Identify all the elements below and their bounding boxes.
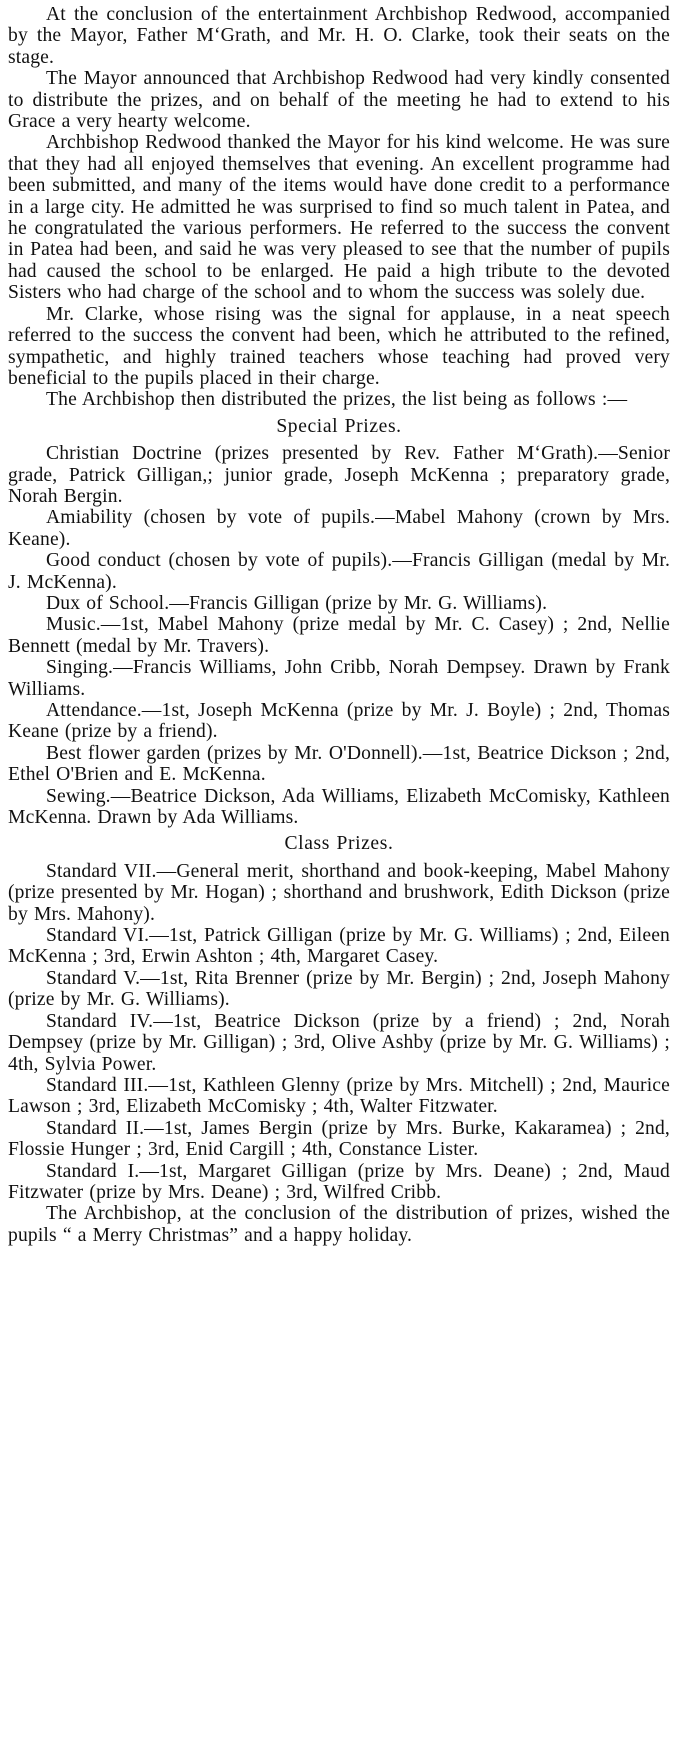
special-prize-amiability: Amiability (chosen by vote of pupils.—Mabel Mahony (crown by Mrs. Keane). [8, 507, 670, 550]
special-prize-flower-garden: Best flower garden (prizes by Mr. O'Donnell).—1st, Beatrice Dickson ; 2nd, Ethel O'Brien and E. McKenna. [8, 742, 670, 786]
paragraph-mayor-announcement: The Mayor announced that Archbishop Redwood had very kindly consented to distribute the prizes, and on behalf of the meeting he had to extend to his Grace a very hearty welcome. [8, 68, 670, 133]
newspaper-article [8, 0, 670, 1246]
special-prize-sewing: Sewing.—Beatrice Dickson, Ada Williams, Elizabeth McComisky, Kathleen McKenna. Drawn by Ada Williams. [8, 785, 670, 829]
paragraph-closing-wishes: The Archbishop, at the conclusion of the distribution of prizes, wished the pupils “ a Merry Christmas” and a happy holiday. [8, 1203, 670, 1246]
special-prize-singing: Singing.—Francis Williams, John Cribb, Norah Dempsey. Drawn by Frank Williams. [8, 657, 670, 700]
special-prize-music: Music.—1st, Mabel Mahony (prize medal by Mr. C. Casey) ; 2nd, Nellie Bennett (medal by Mr. Travers). [8, 614, 670, 657]
class-prize-standard-iii: Standard III.—1st, Kathleen Glenny (prize by Mrs. Mitchell) ; 2nd, Maurice Lawson ; 3rd, Elizabeth McComisky ; 4th, Walter Fitzwater. [8, 1074, 670, 1118]
class-prize-standard-ii: Standard II.—1st, James Bergin (prize by Mrs. Burke, Kakaramea) ; 2nd, Flossie Hunger ; 3rd, Enid Cargill ; 4th, Constance Lister. [8, 1117, 670, 1161]
class-prize-standard-i: Standard I.—1st, Margaret Gilligan (prize by Mrs. Deane) ; 2nd, Maud Fitzwater (prize by Mrs. Deane) ; 3rd, Wilfred Cribb. [8, 1160, 670, 1203]
paragraph-clarke-speech: Mr. Clarke, whose rising was the signal for applause, in a neat speech referred to the success the convent had been, which he attributed to the refined, sympathetic, and highly trained teachers whose teaching had proved very beneficial to the pupils placed in their charge. [8, 303, 670, 389]
special-prize-dux: Dux of School.—Francis Gilligan (prize by Mr. G. Williams). [46, 592, 548, 614]
class-prize-standard-iv: Standard IV.—1st, Beatrice Dickson (prize by a friend) ; 2nd, Norah Dempsey (prize by Mr. Gilligan) ; 3rd, Olive Ashby (prize by Mr. G. Williams) ; 4th, Sylvia Power. [8, 1010, 670, 1075]
paragraph-archbishop-speech: Archbishop Redwood thanked the Mayor for his kind welcome. He was sure that they had all enjoyed themselves that evening. An excellent programme had been submitted, and many of the items would have done credit to a performance in a large city. He admitted he was surprised to find so much talent in Patea, and he congratulated the various performers. He referred to the success the convent in Patea had been, and said he was very pleased to see that the number of pupils had caused the school to be enlarged. He paid a high tribute to the devoted Sisters who had charge of the school and to whom the success was solely due. [8, 132, 670, 304]
special-prizes-heading: Special Prizes. [276, 415, 402, 437]
class-prize-standard-vii: Standard VII.—General merit, shorthand and book-keeping, Mabel Mahony (prize presented by Mr. Hogan) ; shorthand and brushwork, Edith Dickson (prize by Mrs. Mahony). [8, 860, 670, 925]
special-prize-christian-doctrine: Christian Doctrine (prizes presented by Rev. Father M‘Grath).—Senior grade, Patrick Gilligan,; junior grade, Joseph McKenna ; preparatory grade, Norah Bergin. [8, 443, 670, 507]
paragraph-prize-list-intro: The Archbishop then distributed the prizes, the list being as follows :— [46, 389, 628, 411]
class-prize-standard-vi: Standard VI.—1st, Patrick Gilligan (prize by Mr. G. Williams) ; 2nd, Eileen McKenna ; 3rd, Erwin Ashton ; 4th, Margaret Casey. [8, 925, 670, 968]
class-prizes-heading: Class Prizes. [284, 833, 394, 855]
special-prize-attendance: Attendance.—1st, Joseph McKenna (prize by Mr. J. Boyle) ; 2nd, Thomas Keane (prize by a friend). [8, 700, 670, 743]
class-prize-standard-v: Standard V.—1st, Rita Brenner (prize by Mr. Bergin) ; 2nd, Joseph Mahony (prize by Mr. G. Williams). [8, 967, 670, 1011]
special-prize-good-conduct: Good conduct (chosen by vote of pupils).—Francis Gilligan (medal by Mr. J. McKenna). [8, 550, 670, 593]
paragraph-archbishop-arrival: At the conclusion of the entertainment Archbishop Redwood, accompanied by the Mayor, Father M‘Grath, and Mr. H. O. Clarke, took their seats on the stage. [8, 4, 670, 68]
